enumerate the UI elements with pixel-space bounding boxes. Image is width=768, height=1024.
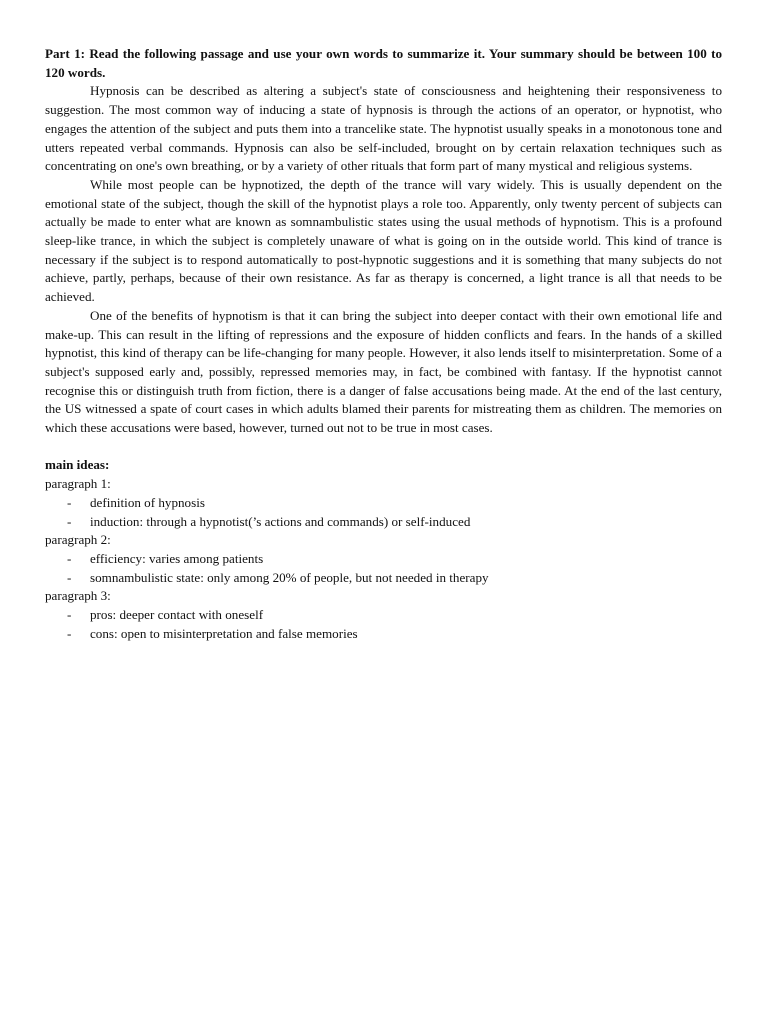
list-item-text: efficiency: varies among patients — [90, 550, 264, 566]
paragraph-label: paragraph 1: — [45, 476, 111, 492]
passage-paragraph-3: One of the benefits of hypnotism is that it can bring the subject into deeper contact with their own emotional life and make-up. This can result in the lifting of repressions and the exposure of hidden conflicts and fears. In the hands of a skilled hypnotist, this kind of therapy can be life-changing for many people. However, it also lends itself to misinterpretation. Some of a subject's supposed early and, possibly, repressed memories may, in fact, be combined with fantasy. If the hypnotist cannot recognise this or distinguish truth from fiction, there is a danger of false accusations being made. At the end of the last century, the US witnessed a spate of court cases in which adults blamed their parents for mistreating them as children. The memories on which these accusations were based, however, turned out not to be true in most cases. — [45, 307, 722, 436]
document-page — [45, 45, 722, 643]
ideas-list — [45, 550, 722, 587]
main-ideas-group-2 — [45, 531, 722, 587]
dash-bullet: - — [67, 494, 72, 510]
dash-bullet: - — [67, 625, 72, 641]
main-ideas-group-3 — [45, 587, 722, 643]
paragraph-label: paragraph 3: — [45, 588, 111, 604]
task-heading: Part 1: Read the following passage and use your own words to summarize it. Your summary should be between 100 to 120 words. — [45, 46, 722, 80]
ideas-list — [45, 606, 722, 643]
paragraph-label: paragraph 2: — [45, 532, 111, 548]
passage-paragraph-2: While most people can be hypnotized, the depth of the trance will vary widely. This is usually dependent on the emotional state of the subject, though the skill of the hypnotist plays a role too. Apparently, only twenty percent of subjects can actually be made to enter what are known as somnambulistic states using the usual methods of hypnotism. This is a profound sleep-like trance, in which the subject is completely unaware of what is going on in the outside world. This kind of trance is necessary if the subject is to respond automatically to post-hypnotic suggestions and it is something that many subjects do not achieve, partly, perhaps, because of their own resistance. As far as therapy is concerned, a light trance is all that needs to be achieved. — [45, 176, 722, 305]
list-item-text: definition of hypnosis — [90, 494, 205, 510]
list-item — [45, 494, 722, 513]
list-item — [45, 550, 722, 569]
list-item — [45, 513, 722, 532]
dash-bullet: - — [67, 569, 72, 585]
main-ideas-title: main ideas: — [45, 457, 110, 473]
list-item — [45, 625, 722, 644]
dash-bullet: - — [67, 550, 72, 566]
list-item — [45, 569, 722, 588]
dash-bullet: - — [67, 607, 72, 623]
spacer — [45, 438, 722, 457]
list-item-text: pros: deeper contact with oneself — [90, 607, 264, 623]
main-ideas-group-1 — [45, 475, 722, 531]
list-item-text: somnambulistic state: only among 20% of people, but not needed in therapy — [90, 569, 489, 585]
list-item-text: induction: through a hypnotist(’s actions and commands) or self-induced — [90, 513, 471, 529]
list-item-text: cons: open to misinterpretation and false memories — [90, 625, 358, 641]
list-item — [45, 606, 722, 625]
passage-paragraph-1: Hypnosis can be described as altering a subject's state of consciousness and heightening their responsiveness to suggestion. The most common way of inducing a state of hypnosis is through the actions of an operator, or hypnotist, who engages the attention of the subject and puts them into a trancelike state. The hypnotist usually speaks in a monotonous tone and utters repeated verbal commands. Hypnosis can also be self-included, brought on by certain relaxation techniques such as concentrating on one's own breathing, or by a variety of other rituals that form part of many mystical and religious systems. — [45, 83, 722, 174]
dash-bullet: - — [67, 513, 72, 529]
ideas-list — [45, 494, 722, 531]
